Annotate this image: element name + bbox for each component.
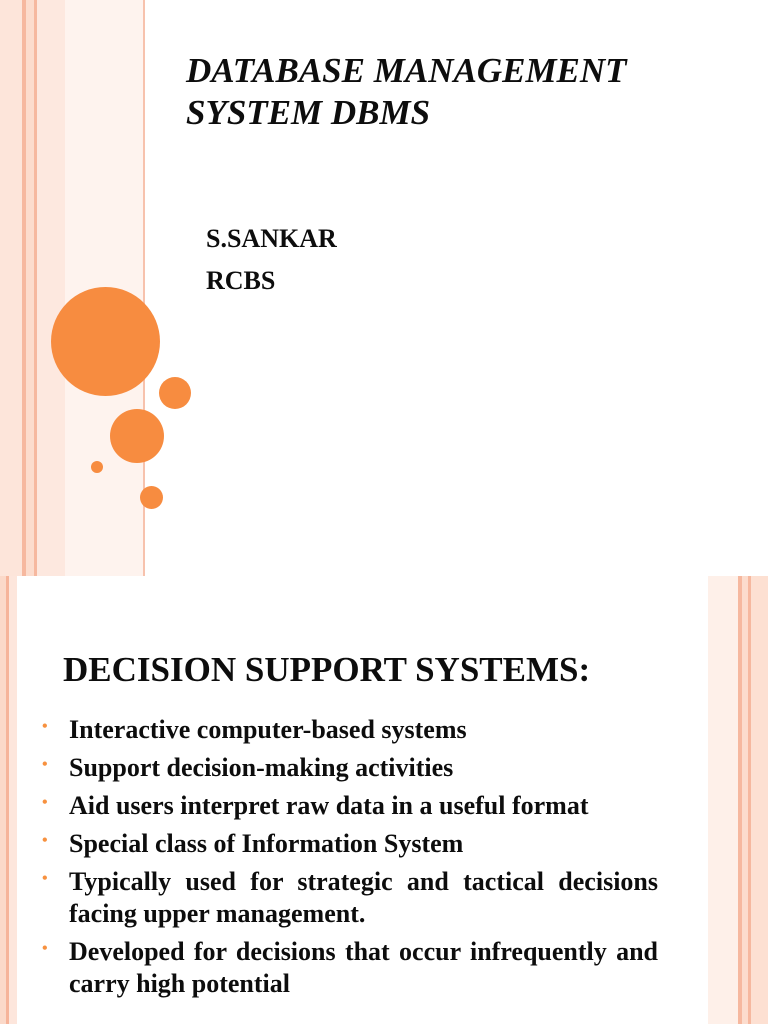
- list-item: [42, 936, 658, 1000]
- list-item-text: Support decision-making activities: [69, 753, 454, 782]
- slide-title: [186, 50, 746, 134]
- list-item-text: Typically used for strategic and tactical decisions facing upper management.: [69, 867, 658, 928]
- author-block: [206, 218, 337, 302]
- bullet-list: [42, 714, 658, 1006]
- slide-title-line: DATABASE MANAGEMENT: [186, 51, 627, 90]
- list-item: [42, 866, 658, 930]
- bullet-icon: •: [42, 832, 48, 849]
- slide-title-line: SYSTEM DBMS: [186, 93, 431, 132]
- bullet-icon: •: [42, 870, 48, 887]
- list-item-text: Developed for decisions that occur infrequently and carry high potential: [69, 937, 658, 998]
- decorative-circle-small: [159, 377, 191, 409]
- list-item: [42, 790, 658, 822]
- slide-heading: DECISION SUPPORT SYSTEMS:: [63, 650, 591, 689]
- decorative-circle-medium: [110, 409, 164, 463]
- bullet-icon: •: [42, 718, 48, 735]
- list-item-text: Special class of Information System: [69, 829, 464, 858]
- decorative-stripe: [751, 576, 768, 1024]
- bullet-icon: •: [42, 940, 48, 957]
- decorative-stripe: [26, 0, 34, 576]
- list-item-text: Aid users interpret raw data in a useful format: [69, 791, 589, 820]
- bullet-icon: •: [42, 794, 48, 811]
- bullet-icon: •: [42, 756, 48, 773]
- list-item: [42, 714, 658, 746]
- decorative-stripe: [9, 576, 17, 1024]
- author-name: S.SANKAR: [206, 224, 337, 253]
- decorative-stripe: [0, 0, 22, 576]
- list-item: [42, 752, 658, 784]
- decorative-circle-small: [140, 486, 163, 509]
- decorative-circle-large: [51, 287, 160, 396]
- decorative-stripe: [37, 0, 65, 576]
- decorative-circle-dot: [91, 461, 103, 473]
- author-affiliation: RCBS: [206, 266, 276, 295]
- content-slide: [0, 576, 768, 1024]
- list-item: [42, 828, 658, 860]
- decorative-stripe: [708, 576, 738, 1024]
- list-item-text: Interactive computer-based systems: [69, 715, 467, 744]
